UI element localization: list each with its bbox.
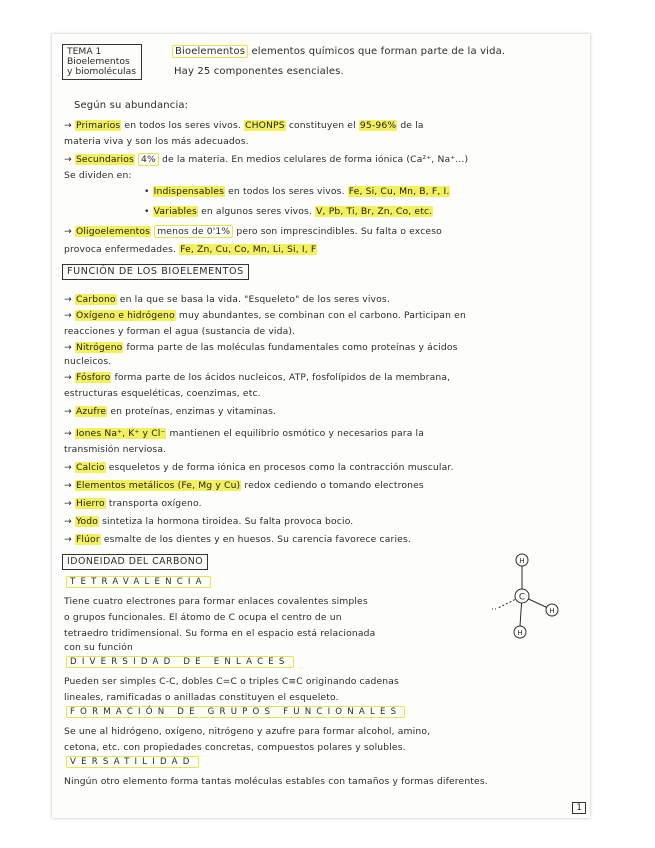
hierro-text: transporta oxígeno. xyxy=(108,498,202,509)
form-line-1: Se une al hidrógeno, oxígeno, nitrógeno y azufre para formar alcohol, amino, xyxy=(64,726,431,737)
iones-line-2: transmisión nerviosa. xyxy=(64,444,167,455)
secundarios-text: de la materia. En medios celulares de forma iónica (Ca²⁺, Na⁺...) xyxy=(162,154,469,165)
hydrogen-top-label: H xyxy=(519,557,525,565)
iones-term: Iones Na⁺, K⁺ y Cl⁻ xyxy=(75,428,166,439)
nitrogeno-line-2: nucleicos. xyxy=(64,356,112,367)
notebook-page xyxy=(52,34,590,818)
azufre-term: Azufre xyxy=(75,406,107,417)
tetravalencia-heading: TETRAVALENCIA xyxy=(66,576,211,588)
title-line-2: Hay 25 componentes esenciales. xyxy=(174,66,344,77)
fosforo-text: forma parte de los ácidos nucleicos, ATP, fosfolípidos de la membrana, xyxy=(114,372,451,383)
indispensables-term: Indispensables xyxy=(153,186,225,197)
oxigeno-line-2: reacciones y forman el agua (sustancia de vida). xyxy=(64,326,296,337)
carbon-label: C xyxy=(518,592,526,603)
yodo-term: Yodo xyxy=(75,516,99,527)
carbon-tetrahedron-diagram xyxy=(482,550,562,640)
secundarios-term: Secundarios xyxy=(75,154,134,165)
oxigeno-term: Oxígeno e hidrógeno xyxy=(75,310,175,321)
funcion-heading: FUNCIÓN DE LOS BIOELEMENTOS xyxy=(62,264,249,280)
chonps: CHONPS xyxy=(245,120,285,131)
oligo-term: Oligoelementos xyxy=(75,226,151,237)
variables-text: en algunos seres vivos. xyxy=(201,206,313,217)
page-number: 1 xyxy=(572,802,586,814)
fluor-text: esmalte de los dientes y en huesos. Su carencia favorece caries. xyxy=(103,534,411,545)
calcio-text: esqueletos y de forma iónica en procesos como la contracción muscular. xyxy=(108,462,454,473)
variables-line: • Variables en algunos seres vivos. V, Pb, Ti, Br, Zn, Co, etc. xyxy=(144,206,433,217)
primarios-term: Primarios xyxy=(75,120,121,131)
form-line-2: cetona, etc. con propiedades concretas, compuestos polares y solubles. xyxy=(64,742,406,753)
primarios-text-2: constituyen el xyxy=(288,120,356,131)
nitrogeno-text: forma parte de las moléculas fundamentales como proteínas y ácidos xyxy=(126,342,458,353)
oligo-line: → Oligoelementos menos de 0'1% pero son imprescindibles. Su falta o exceso xyxy=(64,226,442,237)
nitrogeno-line: → Nitrógeno forma parte de las moléculas fundamentales como proteínas y ácidos xyxy=(64,342,458,353)
fosforo-line: → Fósforo forma parte de los ácidos nucleicos, ATP, fosfolípidos de la membrana, xyxy=(64,372,451,383)
calcio-line: → Calcio esqueletos y de forma iónica en procesos como la contracción muscular. xyxy=(64,462,454,473)
fluor-line: → Flúor esmalte de los dientes y en huesos. Su carencia favorece caries. xyxy=(64,534,411,545)
primarios-line: → Primarios en todos los seres vivos. CHONPS constituyen el 95-96% de la xyxy=(64,120,424,131)
metalicos-term: Elementos metálicos (Fe, Mg y Cu) xyxy=(75,480,241,491)
oligo-list: Fe, Zn, Cu, Co, Mn, Li, Si, I, F xyxy=(180,244,317,255)
secundarios-line: → Secundarios 4% de la materia. En medios celulares de forma iónica (Ca²⁺, Na⁺...) xyxy=(64,154,469,165)
versatilidad-heading: VERSATILIDAD xyxy=(66,756,199,768)
fosforo-line-2: estructuras esqueléticas, coenzimas, etc. xyxy=(64,388,261,399)
tetra-line-1: Tiene cuatro electrones para formar enlaces covalentes simples xyxy=(64,596,368,607)
carbono-line: → Carbono en la que se basa la vida. "Esqueleto" de los seres vivos. xyxy=(64,294,390,305)
oligo-pct: menos de 0'1% xyxy=(154,225,233,238)
yodo-line: → Yodo sintetiza la hormona tiroidea. Su falta provoca bocio. xyxy=(64,516,354,527)
yodo-text: sintetiza la hormona tiroidea. Su falta provoca bocio. xyxy=(102,516,354,527)
azufre-text: en proteínas, enzimas y vitaminas. xyxy=(110,406,277,417)
topic-line-1: TEMA 1 xyxy=(67,46,102,57)
carbono-term: Carbono xyxy=(75,294,116,305)
variables-term: Variables xyxy=(153,206,197,217)
div-line-1: Pueden ser simples C-C, dobles C=C o triples C≡C originando cadenas xyxy=(64,676,399,687)
secundarios-line-2: Se dividen en: xyxy=(64,170,132,181)
formacion-heading: FORMACIÓN DE GRUPOS FUNCIONALES xyxy=(66,706,405,718)
carbono-text: en la que se basa la vida. "Esqueleto" de los seres vivos. xyxy=(119,294,390,305)
indispensables-line: • Indispensables en todos los seres vivos. Fe, Si, Cu, Mn, B, F, I. xyxy=(144,186,450,197)
iones-text: mantienen el equilibrio osmótico y necesarios para la xyxy=(169,428,425,439)
azufre-line: → Azufre en proteínas, enzimas y vitaminas. xyxy=(64,406,277,417)
carbono-heading: IDONEIDAD DEL CARBONO xyxy=(62,554,208,570)
diversidad-heading: DIVERSIDAD DE ENLACES xyxy=(66,656,294,668)
fosforo-term: Fósforo xyxy=(75,372,111,383)
topic-line-2: Bioelementos xyxy=(67,56,130,67)
tetra-line-3: tetraedro tridimensional. Su forma en el espacio está relacionada xyxy=(64,628,376,639)
iones-line: → Iones Na⁺, K⁺ y Cl⁻ mantienen el equilibrio osmótico y necesarios para la xyxy=(64,428,425,439)
oxigeno-line: → Oxígeno e hidrógeno muy abundantes, se combinan con el carbono. Participan en xyxy=(64,310,466,321)
primarios-pct: 95-96% xyxy=(359,120,397,131)
calcio-term: Calcio xyxy=(75,462,105,473)
oligo-line-2 xyxy=(64,244,317,255)
hydrogen-bottom-label: H xyxy=(517,629,523,637)
hydrogen-right-label: H xyxy=(549,607,555,615)
oxigeno-text: muy abundantes, se combinan con el carbono. Participan en xyxy=(178,310,466,321)
secundarios-pct: 4% xyxy=(138,153,159,166)
topic-line-3: y biomoléculas xyxy=(67,66,136,77)
tetra-line-2: o grupos funcionales. El átomo de C ocupa el centro de un xyxy=(64,612,342,623)
tetra-line-4: con su función xyxy=(64,642,133,653)
topic-box xyxy=(62,44,142,80)
primarios-line-2: materia viva y son los más adecuados. xyxy=(64,136,249,147)
primarios-text: en todos los seres vivos. xyxy=(124,120,241,131)
hierro-line: → Hierro transporta oxígeno. xyxy=(64,498,202,509)
indispensables-text: en todos los seres vivos. xyxy=(228,186,345,197)
vers-line-1: Ningún otro elemento forma tantas moléculas estables con tamaños y formas diferentes. xyxy=(64,776,488,787)
abundance-heading: Según su abundancia: xyxy=(74,100,189,111)
nitrogeno-term: Nitrógeno xyxy=(75,342,123,353)
oligo-text-2: provoca enfermedades. xyxy=(64,244,177,255)
metalicos-text: redox cediendo o tomando electrones xyxy=(244,480,424,491)
indispensables-list: Fe, Si, Cu, Mn, B, F, I. xyxy=(348,186,450,197)
left-dots: ·· xyxy=(491,605,497,615)
hierro-term: Hierro xyxy=(75,498,105,509)
variables-list: V, Pb, Ti, Br, Zn, Co, etc. xyxy=(316,206,433,217)
div-line-2: lineales, ramificadas o anilladas constituyen el esqueleto. xyxy=(64,692,339,703)
metalicos-line: → Elementos metálicos (Fe, Mg y Cu) redox cediendo o tomando electrones xyxy=(64,480,424,491)
oligo-text: pero son imprescindibles. Su falta o exceso xyxy=(236,226,442,237)
title-term: Bioelementos xyxy=(172,45,248,58)
primarios-text-3: de la xyxy=(400,120,424,131)
fluor-term: Flúor xyxy=(75,534,100,545)
title-rest: elementos químicos que forman parte de la vida. xyxy=(251,46,506,57)
title-line xyxy=(172,46,505,57)
